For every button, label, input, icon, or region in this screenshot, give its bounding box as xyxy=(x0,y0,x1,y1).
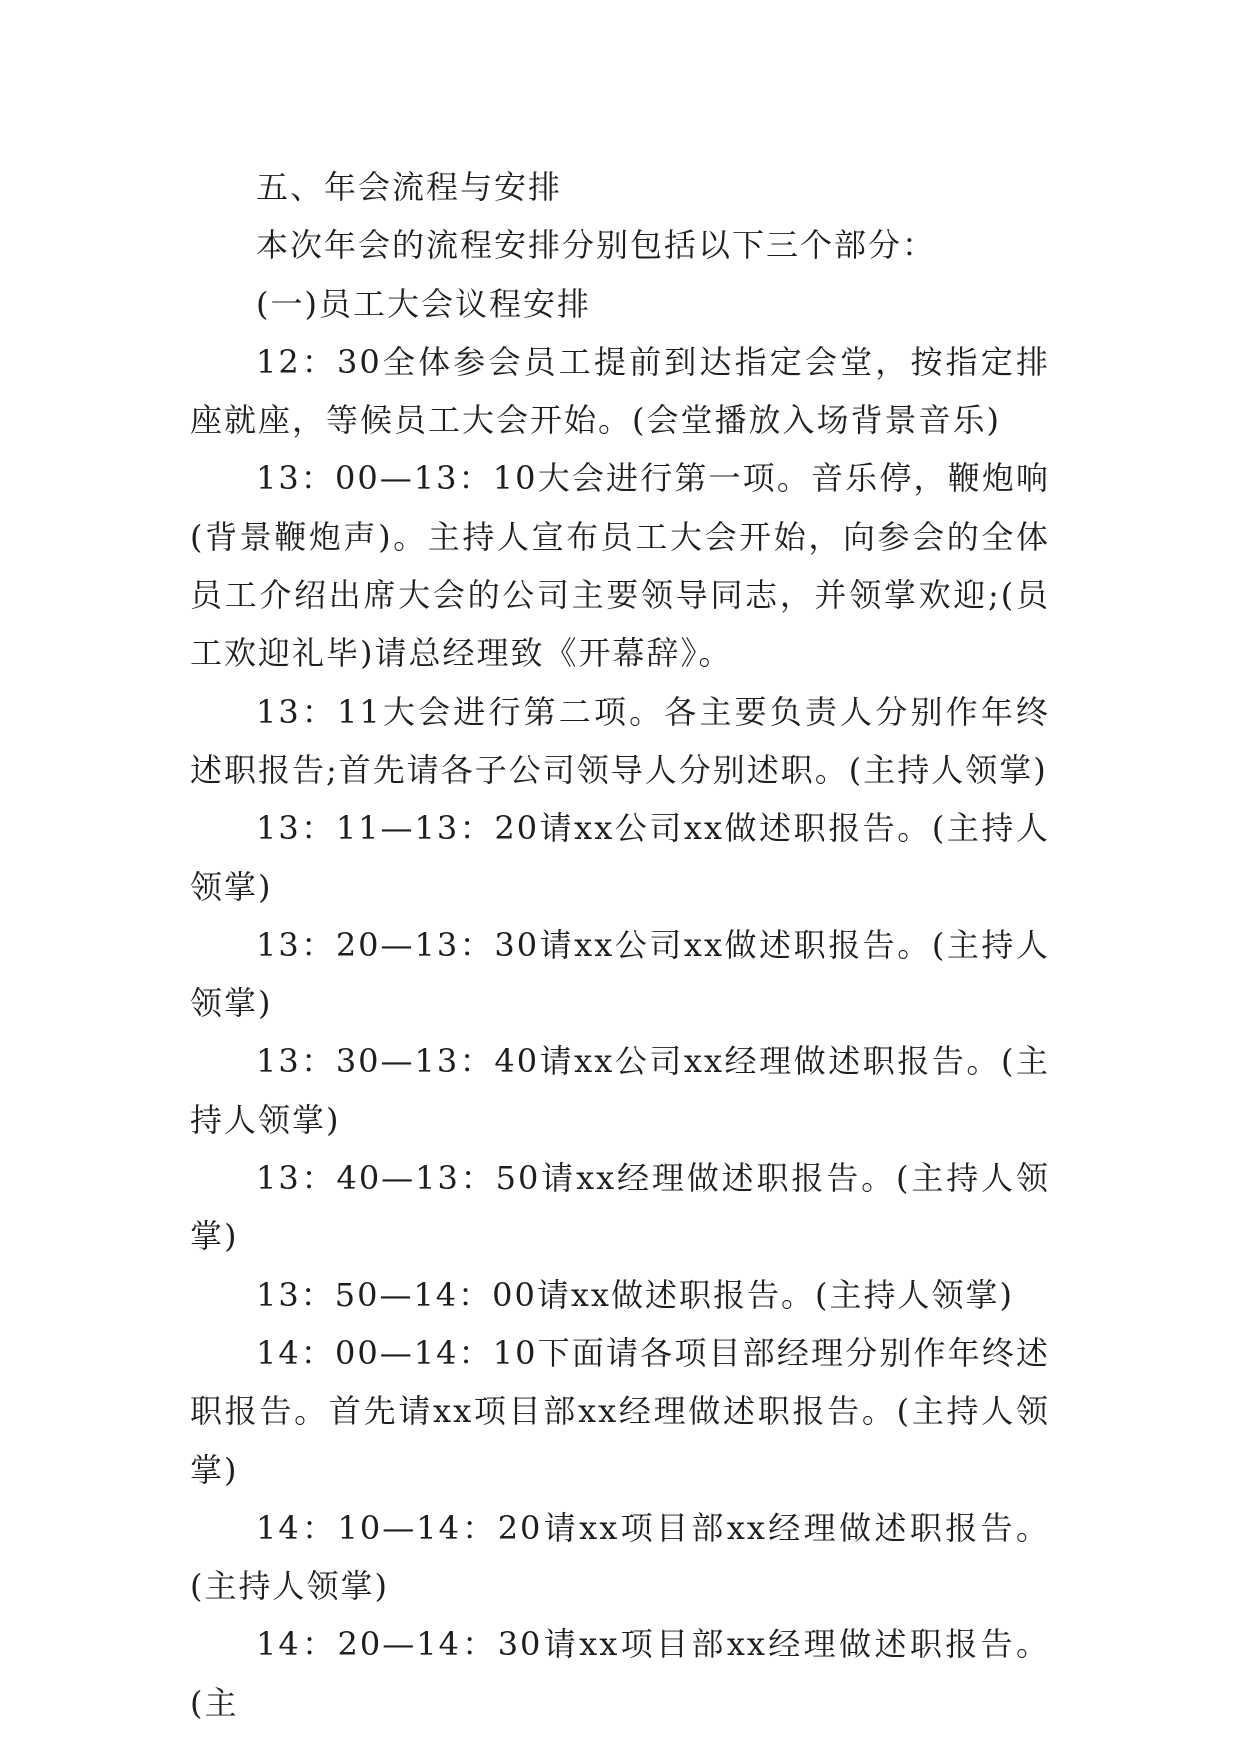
section-heading: 五、年会流程与安排 xyxy=(256,168,563,206)
schedule-item: 13：50—14：00请xx做述职报告。(主持人领掌) xyxy=(256,1275,1014,1314)
schedule-item: 14：10—14：20请xx项目部xx经理做述职报告。(主持人领掌) xyxy=(190,1508,1050,1606)
schedule-item: 14：00—14：10下面请各项目部经理分别作年终述职报告。首先请xx项目部xx经理做述职报告。(主持人领掌) xyxy=(190,1333,1050,1489)
schedule-item: 13：00—13：10大会进行第一项。音乐停，鞭炮响(背景鞭炮声)。主持人宣布员工大会开始，向参会的全体员工介绍出席大会的公司主要领导同志，并领掌欢迎;(员工欢迎礼毕)请总经理致《开幕辞》。 xyxy=(190,459,1050,673)
schedule-item: 13：30—13：40请xx公司xx经理做述职报告。(主持人领掌) xyxy=(190,1042,1050,1139)
schedule-item: 12：30全体参会员工提前到达指定会堂，按指定排座就座，等候员工大会开始。(会堂播放入场背景音乐) xyxy=(190,342,1050,440)
schedule-item: 13：11—13：20请xx公司xx做述职报告。(主持人领掌) xyxy=(190,809,1050,906)
schedule-item: 13：40—13：50请xx经理做述职报告。(主持人领掌) xyxy=(190,1159,1050,1256)
schedule-item: 13：11大会进行第二项。各主要负责人分别作年终述职报告;首先请各子公司领导人分别述职。(主持人领掌) xyxy=(190,692,1050,789)
schedule-item: 13：20—13：30请xx公司xx做述职报告。(主持人领掌) xyxy=(190,925,1050,1023)
schedule-item: 14：20—14：30请xx项目部xx经理做述职报告。(主 xyxy=(190,1625,1050,1722)
intro-paragraph: 本次年会的流程安排分别包括以下三个部分： xyxy=(256,226,937,265)
subsection-heading: (一)员工大会议程安排 xyxy=(256,284,591,323)
document-body xyxy=(190,158,1050,1732)
